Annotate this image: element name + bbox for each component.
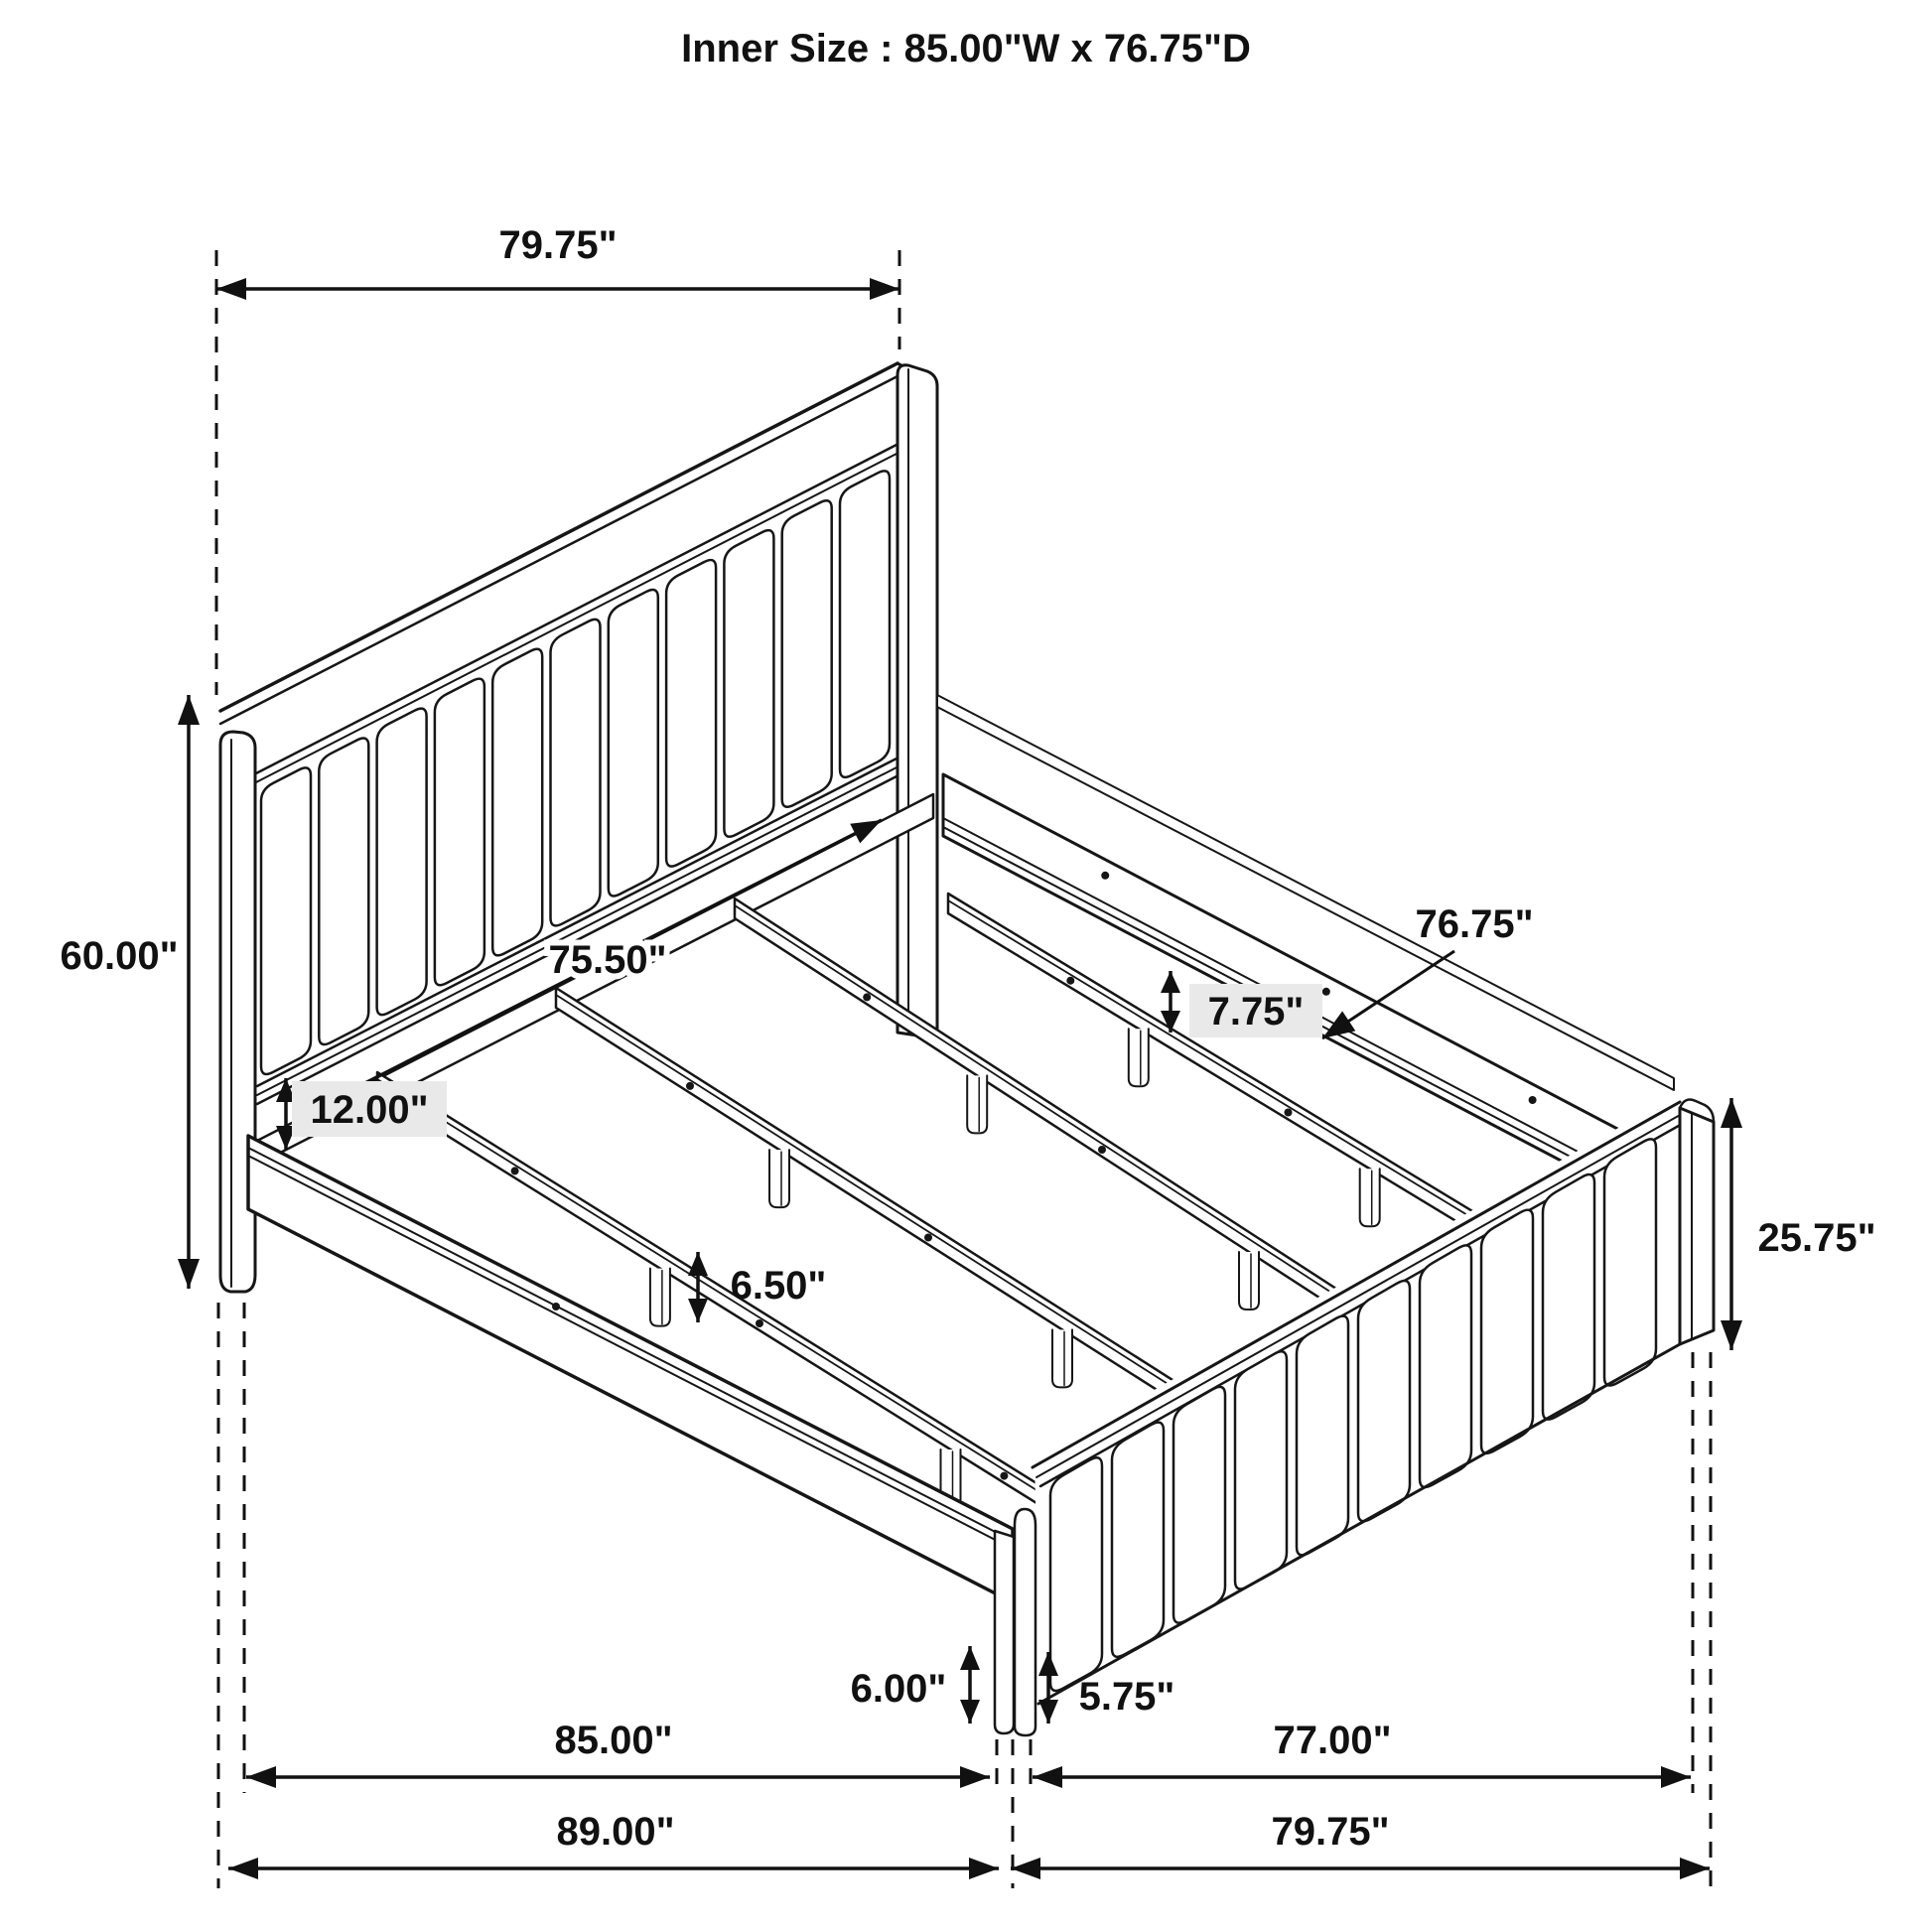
dim-headboard-inner-width-label: 75.50" bbox=[548, 938, 667, 982]
dim-headboard-rail-gap-label: 12.00" bbox=[310, 1088, 429, 1132]
dim-side-rail-gap-label: 7.75" bbox=[1207, 990, 1305, 1034]
dim-footboard-height-label: 25.75" bbox=[1757, 1216, 1876, 1260]
dim-center-leg-height-label: 6.50" bbox=[730, 1264, 827, 1308]
dim-overall-width-label: 89.00" bbox=[556, 1810, 675, 1854]
dim-footboard-leg-height-label: 5.75" bbox=[1078, 1675, 1175, 1719]
dim-overall-depth-label: 79.75" bbox=[1271, 1810, 1390, 1854]
dim-frame-depth-label: 77.00" bbox=[1273, 1719, 1392, 1762]
dim-headboard-height-label: 60.00" bbox=[60, 934, 179, 978]
dim-frame-width-label: 85.00" bbox=[554, 1719, 673, 1762]
bed-line-art bbox=[220, 363, 1716, 1735]
dim-slat-length-label: 76.75" bbox=[1415, 902, 1534, 946]
diagram-title: Inner Size : 85.00"W x 76.75"D bbox=[681, 27, 1251, 70]
dim-headboard-width-label: 79.75" bbox=[498, 223, 618, 267]
dim-front-leg-height-label: 6.00" bbox=[850, 1667, 947, 1711]
